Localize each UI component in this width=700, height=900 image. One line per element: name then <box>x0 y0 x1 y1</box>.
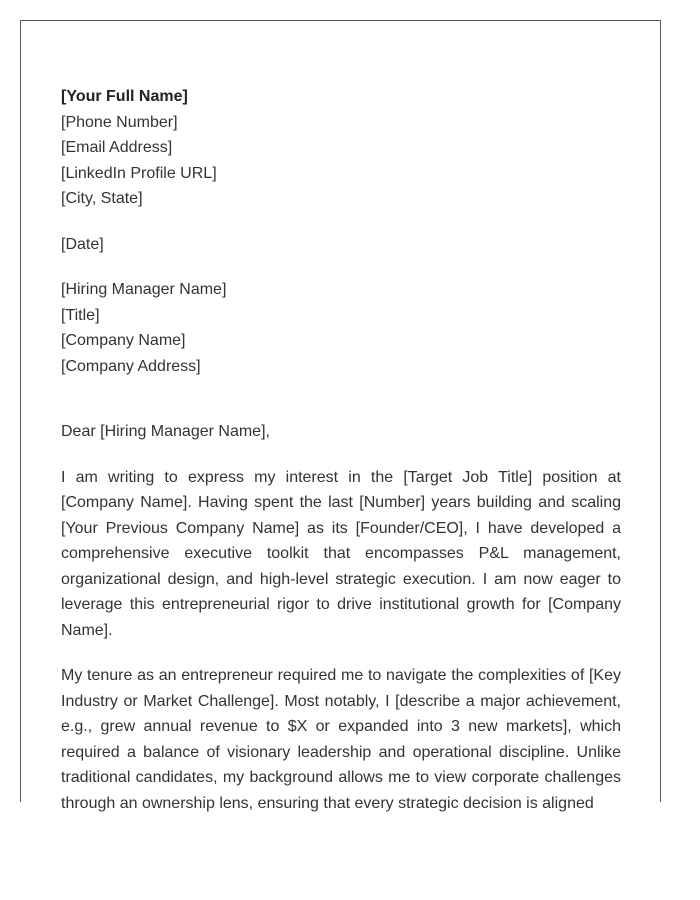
sender-linkedin: [LinkedIn Profile URL] <box>61 164 217 182</box>
letter-date: [Date] <box>61 235 104 253</box>
recipient-company: [Company Name] <box>61 332 186 349</box>
letter-content <box>61 84 621 836</box>
sender-location: [City, State] <box>61 190 143 207</box>
body-paragraph-1: I am writing to express my interest in the [Target Job Title] position at [Company Name]. Having spent the last [Number] years building and scaling [Your Previous Company Name] as its [Founder/CEO], I have developed a comprehensive executive toolkit that encompasses P&L management, organizational design, and high-level strategic execution. I am now eager to leverage this entrepreneurial rigor to drive institutional growth for [Company Name]. <box>61 468 621 639</box>
recipient-name: [Hiring Manager Name] <box>61 281 227 298</box>
salutation: Dear [Hiring Manager Name], <box>61 423 270 440</box>
sender-block <box>61 84 621 212</box>
recipient-title: [Title] <box>61 306 100 324</box>
recipient-address: [Company Address] <box>61 357 201 375</box>
recipient-block <box>61 277 621 379</box>
letter-page <box>20 20 661 812</box>
sender-phone: [Phone Number] <box>61 113 178 131</box>
sender-email: [Email Address] <box>61 139 173 156</box>
sender-name: [Your Full Name] <box>61 88 188 105</box>
body-paragraph-2: My tenure as an entrepreneur required me to navigate the complexities of [Key Industry or Market Challenge]. Most notably, I [describe a major achievement, e.g., grew annual revenue to $X or expanded into 3 new markets], which required a balance of visionary leadership and operational discipline. Unlike traditional candidates, my background allows me to view corporate challenges through an ownership lens, ensuring that every strategic decision is aligned <box>61 667 621 812</box>
